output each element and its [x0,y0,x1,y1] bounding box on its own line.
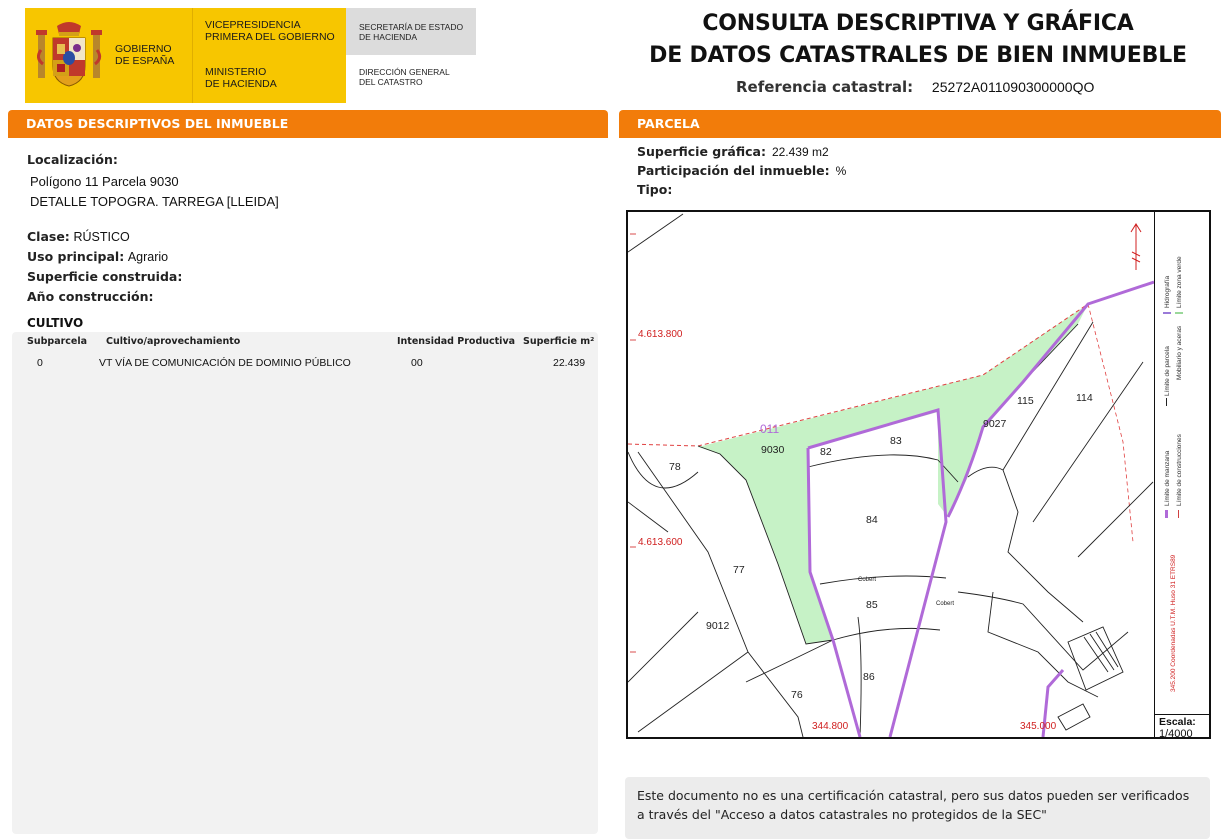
tipo-row [637,182,672,197]
label-76: 76 [791,689,803,701]
legend-hidrografia: Hidrografía [1164,275,1171,308]
ref-value: 25272A011090300000QO [931,79,1095,95]
anio-label: Año construcción: [27,289,154,304]
escala-label: Escala: [1159,716,1196,728]
anio-row [27,289,153,304]
uso-value: Agrario [127,250,169,264]
localizacion-row [27,152,118,167]
parcela-header: PARCELA [619,110,1221,138]
legend-coordenadas: 345.200 Coordenadas U.T.M. Huso 31 ETRS89 [1170,554,1177,692]
part-value: % [835,164,847,178]
col-cultivo: Cultivo/aprovechamiento [106,336,241,347]
col-intensidad: Intensidad Productiva [397,336,516,347]
green-zone [698,304,1088,644]
label-83: 83 [890,435,902,447]
map-drawing [628,212,1154,737]
gobierno-label: GOBIERNO DE ESPAÑA [115,43,175,67]
legend-limite-manzana: Límite de manzana [1164,450,1171,506]
vicepresidencia-label: VICEPRESIDENCIA PRIMERA DEL GOBIERNO [205,19,335,43]
parcel-lines [628,214,1153,737]
legend-limite-parcela: Límite de parcela [1164,346,1171,396]
label-85: 85 [866,599,878,611]
col-superficie: Superficie m² [523,336,595,347]
legend-drawing [1155,212,1211,712]
catastro-logo [346,8,476,103]
escala-value: 1/4000 [1159,728,1193,740]
ref-label: Referencia catastral: [736,78,914,96]
sup-value: 22.439 m2 [771,145,829,159]
cell-subparcela: 0 [37,357,43,369]
superficie-grafica-row [637,144,829,159]
zona-verde-swatch [1175,312,1183,314]
label-78: 78 [669,461,681,473]
label-cobert-1: Cobert [858,577,877,583]
label-115: 115 [1017,395,1034,407]
cell-cultivo: VT VÍA DE COMUNICACIÓN DE DOMINIO PÚBLICO [99,357,351,369]
sup-label: Superficie gráfica: [637,144,766,159]
uso-row [27,249,168,264]
referencia-catastral [736,78,1094,96]
construcciones-swatch [1178,510,1179,518]
label-84: 84 [866,514,878,526]
manzana-swatch [1165,510,1168,518]
label-9027: 9027 [983,418,1007,430]
title-line-2: DE DATOS CATASTRALES DE BIEN INMUEBLE [649,43,1187,68]
label-9030: 9030 [761,444,785,456]
parcela-swatch [1166,398,1167,406]
label-9012: 9012 [706,620,730,632]
boundary-east [1088,304,1133,542]
disclaimer-notice: Este documento no es una certificación catastral, pero sus datos pueden ser verificados a través del "Acceso a datos catastrales no protegidos de la SEC" [625,777,1210,839]
map-legend [1155,210,1211,739]
government-logo-block [25,8,346,103]
legend-zona-verde: Límite zona verde [1176,256,1183,308]
north-arrow-icon [1131,224,1141,270]
label-cobert-2: Cobert [936,601,955,607]
part-label: Participación del inmueble: [637,163,830,178]
coord-x2: 345.000 [1020,721,1057,732]
secretaria-label: SECRETARÍA DE ESTADO DE HACIENDA [359,22,464,42]
label-86: 86 [863,671,875,683]
coord-ticks [630,234,636,652]
coord-y2: 4.613.600 [638,537,683,548]
superficie-row [27,269,182,284]
coord-y1: 4.613.800 [638,329,683,340]
ministerio-label: MINISTERIO DE HACIENDA [205,66,277,90]
localizacion-label: Localización: [27,152,118,167]
participacion-row [637,163,846,178]
clase-row [27,229,130,244]
cadastral-map[interactable] [626,210,1156,739]
document-title [630,8,1206,72]
label-poligono: 011 [760,422,780,436]
hidrografia-swatch [1163,312,1171,314]
legend-limite-construcciones: Límite de construcciones [1176,434,1183,506]
loc-line-2: DETALLE TOPOGRA. TARREGA [LLEIDA] [30,194,279,209]
cell-intensidad: 00 [411,357,423,369]
ministry-logo [193,8,346,103]
datos-descriptivos-header: DATOS DESCRIPTIVOS DEL INMUEBLE [8,110,608,138]
coord-x1: 344.800 [812,721,849,732]
direccion-label: DIRECCIÓN GENERAL DEL CATASTRO [359,67,450,87]
gobierno-logo [25,8,193,103]
manzana-lines [808,282,1154,737]
clase-label: Clase: [27,229,70,244]
superficie-label: Superficie construida: [27,269,183,284]
label-114: 114 [1076,392,1093,404]
cultivo-table [12,332,598,834]
tipo-label: Tipo: [637,182,673,197]
cultivo-title: CULTIVO [27,316,84,330]
col-subparcela: Subparcela [27,336,88,347]
boundary-west [628,444,698,446]
uso-label: Uso principal: [27,249,125,264]
cell-superficie: 22.439 [553,357,586,369]
label-82: 82 [820,446,832,458]
loc-line-1: Polígono 11 Parcela 9030 [30,174,179,189]
label-77: 77 [733,564,745,576]
legend-mobiliario: Mobiliario y aceras [1176,325,1183,380]
coat-of-arms-icon [35,20,103,90]
clase-value: RÚSTICO [73,230,130,244]
title-line-1: CONSULTA DESCRIPTIVA Y GRÁFICA [702,11,1134,36]
legend-divider [1155,714,1211,715]
